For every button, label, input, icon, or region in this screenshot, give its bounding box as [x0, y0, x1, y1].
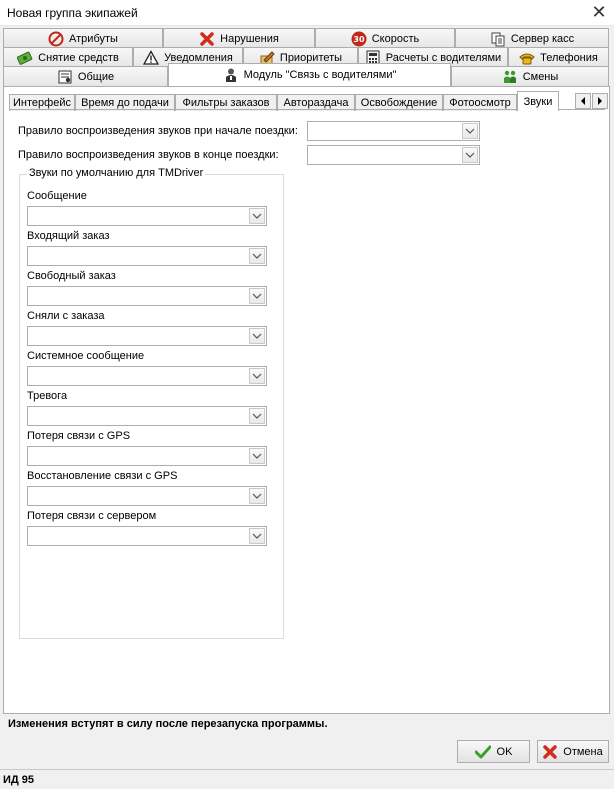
- red-x-icon: [199, 31, 215, 47]
- status-bar: [0, 769, 614, 789]
- speed-limit-icon: [351, 31, 367, 47]
- sound-label-message: Сообщение: [27, 190, 87, 202]
- tab-label: Приоритеты: [279, 51, 343, 64]
- inner-tab-label: Фотоосмотр: [449, 97, 511, 109]
- driver-person-icon: [223, 67, 239, 83]
- sound-select-message[interactable]: [27, 206, 267, 226]
- start-rule-label: Правило воспроизведения звуков при начале поездки:: [18, 125, 298, 137]
- inner-tab-sounds[interactable]: [517, 91, 559, 111]
- chevron-down-icon[interactable]: [249, 408, 265, 424]
- chevron-down-icon[interactable]: [249, 488, 265, 504]
- sound-select-free-order[interactable]: [27, 286, 267, 306]
- inner-tab-label: Интерфейс: [13, 97, 71, 109]
- sound-select-system-message[interactable]: [27, 366, 267, 386]
- tab-general[interactable]: [3, 66, 168, 86]
- inner-tab-divider: [9, 109, 605, 110]
- chevron-down-icon[interactable]: [249, 248, 265, 264]
- tab-content-panel: [3, 86, 610, 714]
- sound-select-gps-restored[interactable]: [27, 486, 267, 506]
- checkmark-icon: [475, 745, 491, 759]
- tab-scroll-left-button[interactable]: [575, 93, 591, 109]
- tab-label: Телефония: [540, 51, 598, 64]
- sound-label-gps-lost: Потеря связи с GPS: [27, 430, 131, 442]
- tab-shifts[interactable]: [451, 66, 609, 86]
- chevron-down-icon[interactable]: [249, 528, 265, 544]
- tab-driver-module[interactable]: [168, 63, 451, 86]
- people-group-icon: [502, 69, 518, 85]
- sound-label-system-message: Системное сообщение: [27, 350, 145, 362]
- svg-text:30: 30: [353, 34, 365, 44]
- tab-label: Нарушения: [220, 32, 279, 45]
- sound-label-incoming-order: Входящий заказ: [27, 230, 110, 242]
- telephone-icon: [519, 50, 535, 66]
- tab-label: Сервер касс: [510, 32, 575, 45]
- arrow-left-icon: [580, 97, 586, 105]
- title-bar: [0, 0, 614, 26]
- sound-label-server-lost: Потеря связи с сервером: [27, 510, 157, 522]
- close-icon[interactable]: ✕: [591, 2, 607, 22]
- chevron-down-icon[interactable]: [462, 123, 478, 139]
- cancel-button-label: Отмена: [563, 745, 603, 758]
- tab-label: Расчеты с водителями: [385, 51, 502, 64]
- ok-button-label: OK: [496, 745, 513, 758]
- chevron-down-icon[interactable]: [249, 368, 265, 384]
- tab-scroll-right-button[interactable]: [592, 93, 608, 109]
- sound-label-gps-restored: Восстановление связи с GPS: [27, 470, 178, 482]
- ok-button[interactable]: [457, 740, 530, 763]
- end-rule-select[interactable]: [307, 145, 480, 165]
- cancel-button[interactable]: [537, 740, 609, 763]
- sound-select-incoming-order[interactable]: [27, 246, 267, 266]
- money-icon: [17, 50, 33, 66]
- tab-label: Модуль "Связь с водителями": [243, 69, 397, 81]
- chevron-down-icon[interactable]: [249, 328, 265, 344]
- tab-violations[interactable]: [163, 28, 315, 48]
- sound-label-alarm: Тревога: [27, 390, 68, 402]
- chevron-down-icon[interactable]: [462, 147, 478, 163]
- sound-select-gps-lost[interactable]: [27, 446, 267, 466]
- inner-tab-label: Время до подачи: [81, 97, 169, 109]
- inner-tab-label: Фильтры заказов: [182, 97, 270, 109]
- settings-document-icon: [57, 69, 73, 85]
- tab-label: Скорость: [371, 32, 420, 45]
- start-rule-select[interactable]: [307, 121, 480, 141]
- tab-label: Общие: [77, 70, 115, 83]
- end-rule-label: Правило воспроизведения звуков в конце поездки:: [18, 149, 279, 161]
- inner-tab-label: Автораздача: [283, 97, 349, 109]
- sound-label-removed-from-order: Сняли с заказа: [27, 310, 105, 322]
- chevron-down-icon[interactable]: [249, 288, 265, 304]
- chevron-down-icon[interactable]: [249, 448, 265, 464]
- sound-select-server-lost[interactable]: [27, 526, 267, 546]
- tab-speed[interactable]: [315, 28, 455, 48]
- inner-tab-strip: [9, 91, 605, 110]
- warning-icon: [143, 50, 159, 66]
- inner-tab-label: Освобождение: [360, 97, 438, 109]
- window-title: Новая группа экипажей: [7, 6, 138, 20]
- red-x-icon: [543, 745, 557, 759]
- tab-label: Уведомления: [164, 51, 233, 64]
- sound-select-alarm[interactable]: [27, 406, 267, 426]
- tab-withdrawal[interactable]: [3, 47, 133, 67]
- arrow-right-icon: [597, 97, 603, 105]
- tab-telephony[interactable]: [508, 47, 609, 67]
- top-tab-strip: [3, 28, 609, 88]
- status-id: ИД 95: [3, 774, 35, 786]
- group-title: Звуки по умолчанию для TMDriver: [29, 167, 204, 179]
- no-symbol-icon: [48, 31, 64, 47]
- tab-label: Атрибуты: [69, 32, 118, 45]
- tab-label: Снятие средств: [38, 51, 119, 64]
- tmdriver-sounds-group: [19, 167, 284, 639]
- restart-notice: Изменения вступят в силу после перезапуска программы.: [8, 718, 328, 730]
- chevron-down-icon[interactable]: [249, 208, 265, 224]
- copy-document-icon: [490, 31, 506, 47]
- inner-tab-label: Звуки: [523, 95, 553, 108]
- sound-label-free-order: Свободный заказ: [27, 270, 116, 282]
- tab-cash-server[interactable]: [455, 28, 609, 48]
- sound-select-removed-from-order[interactable]: [27, 326, 267, 346]
- tab-label: Смены: [522, 70, 559, 83]
- tab-attributes[interactable]: [3, 28, 163, 48]
